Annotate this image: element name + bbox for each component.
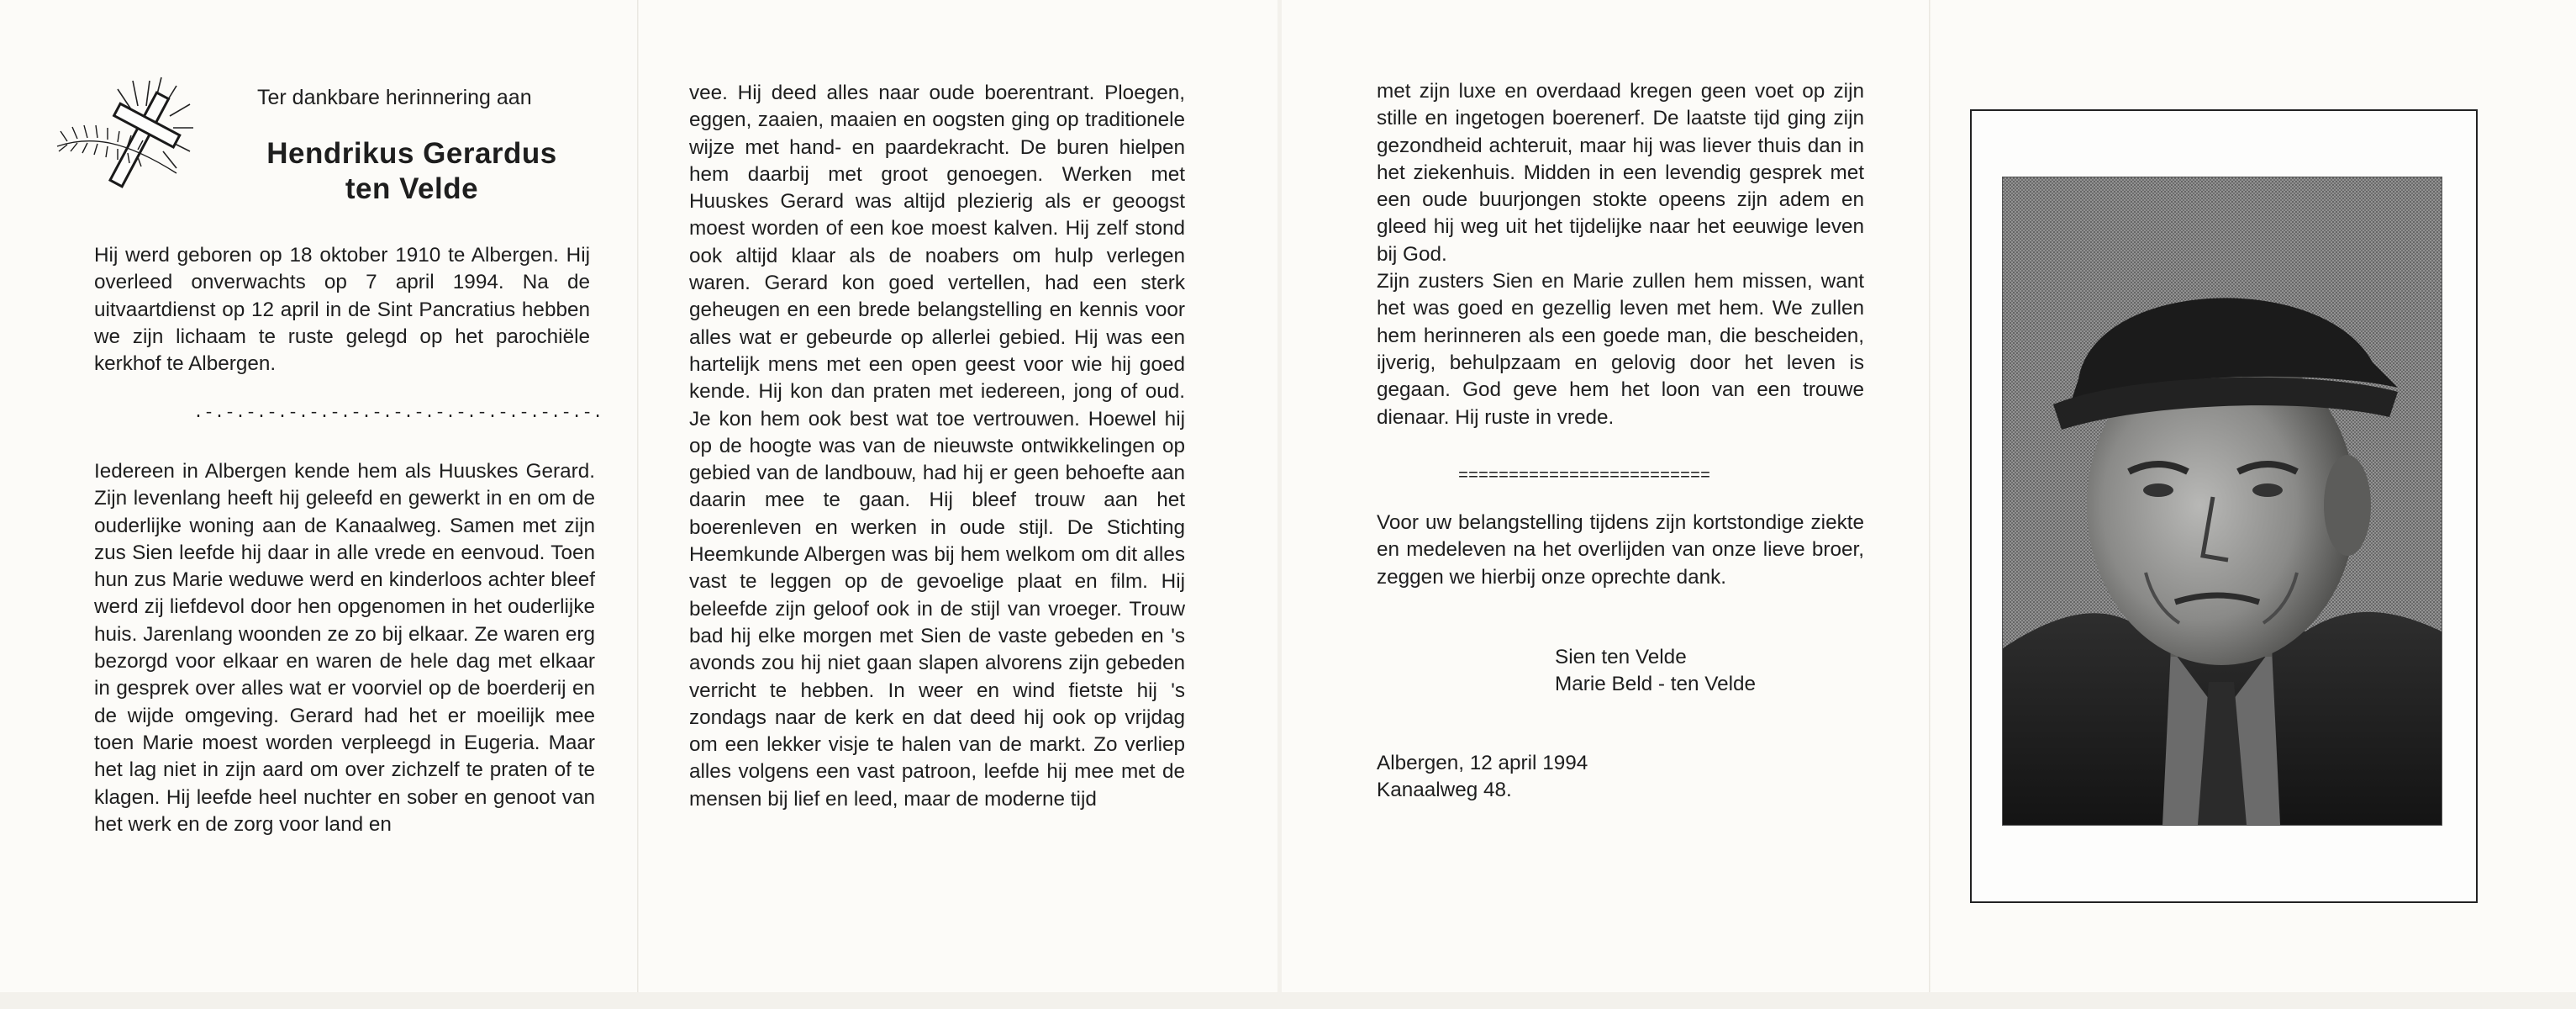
- signatures: [1555, 644, 1756, 699]
- name-line-2: ten Velde: [345, 172, 479, 205]
- thanks-paragraph: Voor uw belangstelling tijdens zijn kortstondige ziekte en medeleven na het overlijden van onze lieve broer, zeggen we hierbij onze oprechte dank.: [1377, 511, 1864, 589]
- deceased-name: [235, 136, 588, 207]
- dotted-separator: .-.-.-.-.-.-.-.-.-.-.-.-.-.-.-.-.-.-.-.: [193, 404, 603, 423]
- equals-separator: =========================: [1458, 467, 1711, 486]
- birth-paragraph: Hij werd geboren op 18 oktober 1910 te Albergen. Hij overleed onverwachts op 7 april 1994. Na de uitvaartdienst op 12 april in de Sint Pancratius hebben we zijn lichaam te ruste gelegd op het parochiële kerkhof te Albergen.: [94, 244, 590, 376]
- life-paragraph-3: met zijn luxe en overdaad kregen geen voet op zijn stille en ingetogen boerenerf. De laatste tijd ging zijn gezondheid achteruit, maar hij was liever thuis dan in het ziekenhuis. Midden in een levendig gesprek met een oude buurjongen stokte opeens zijn adem en gleed hij weg uit het tijdelijke naar het eeuwige leven bij God.: [1377, 80, 1864, 266]
- place-date-block: [1377, 750, 1588, 805]
- signature-sien: Sien ten Velde: [1555, 646, 1687, 668]
- signature-marie: Marie Beld - ten Velde: [1555, 673, 1757, 696]
- life-paragraph-1: Iedereen in Albergen kende hem als Huuskes Gerard. Zijn levenlang heeft hij geleefd en gewerkt in en om de ouderlijke woning aan de Kanaalweg. Samen met zijn zus Sien leefde hij daar in alle vrede en eenvoud. Toen hun zus Marie weduwe werd en kinderloos achter bleef werd zij liefdevol door hen opgenomen in het ouderlijke huis. Jarenlang woonden ze zo bij elkaar. Ze waren erg bezorgd voor elkaar en waren de hele dag met elkaar in gesprek over alles wat er voorviel op de boerderij en de wijde omgeving. Gerard had het er moeilijk mee toen Marie moest worden verpleegd in Eugeria. Maar het lag niet in zijn aard om over zichzelf te praten of te klagen. Hij leefde heel nuchter en sober en genoot van het werk en de zorg voor land en: [94, 460, 595, 836]
- fold-line: [1929, 0, 1931, 992]
- life-story-column-1: [94, 458, 595, 838]
- name-line-1: Hendrikus Gerardus: [266, 137, 557, 170]
- fold-line: [637, 0, 639, 992]
- life-story-column-3: [1377, 78, 1864, 431]
- life-paragraph-2: vee. Hij deed alles naar oude boerentrant. Ploegen, eggen, zaaien, maaien en oogsten ging op traditionele wijze met hand- en paardekracht. De buren hielpen hem daarbij met groot genoegen. Werken met Huuskes Gerard was altijd plezierig als er geoogst moest worden of een koe moest kalven. Hij zelf stond ook altijd klaar als de noabers om hulp verlegen waren. Gerard kon goed vertellen, had een sterk geheugen en een brede belangstelling en kennis voor alles wat er gebeurde op allerlei gebied. Hij was een hartelijk mens met een open geest voor wie hij goed kende. Hij kon dan praten met iedereen, jong of oud. Je kon hem ook best wat toe vertrouwen. Hoewel hij op de hoogte was van de nieuwste ontwikkelingen op gebied van de landbouw, had hij er geen behoefte aan daarin mee te gaan. Hij bleef trouw aan het boerenleven en werken in oude stijl. De Stichting Heemkunde Albergen was bij hem welkom om dit alles vast te leggen op de gevoelige plaat en film. Hij beleefde zijn geloof ook in de stijl van vroeger. Trouw bad hij elke morgen met Sien de vaste gebeden en 's avonds zou hij niet gaan slapen alvorens zijn gebeden verricht te hebben. In weer en wind fietste hij 's zondags naar de kerk en dat deed hij ook op vrijdag om een lekker visje te halen van de markt. Zo verliep alles volgens een vast patroon, leefde hij mee met de mensen bij lief en leed, maar de moderne tijd: [689, 82, 1185, 811]
- intro-line: Ter dankbare herinnering aan: [257, 86, 532, 109]
- photo-frame: [1970, 109, 2478, 903]
- address: Kanaalweg 48.: [1377, 779, 1512, 802]
- remembrance-paragraph: Zijn zusters Sien en Marie zullen hem missen, want het was goed en gezellig leven met hem. We zullen hem herinneren als een goede man, die bescheiden, ijverig, behulpzaam en gelovig door het leven is gegaan. God geve hem het loon van een trouwe dienaar. Hij ruste in vrede.: [1377, 270, 1864, 429]
- life-story-column-2: [689, 80, 1185, 813]
- birth-paragraph-block: [94, 242, 590, 378]
- place-date: Albergen, 12 april 1994: [1377, 752, 1588, 774]
- cross-icon: [50, 74, 223, 209]
- thanks-block: [1377, 510, 1864, 591]
- portrait-photo: [2002, 177, 2442, 826]
